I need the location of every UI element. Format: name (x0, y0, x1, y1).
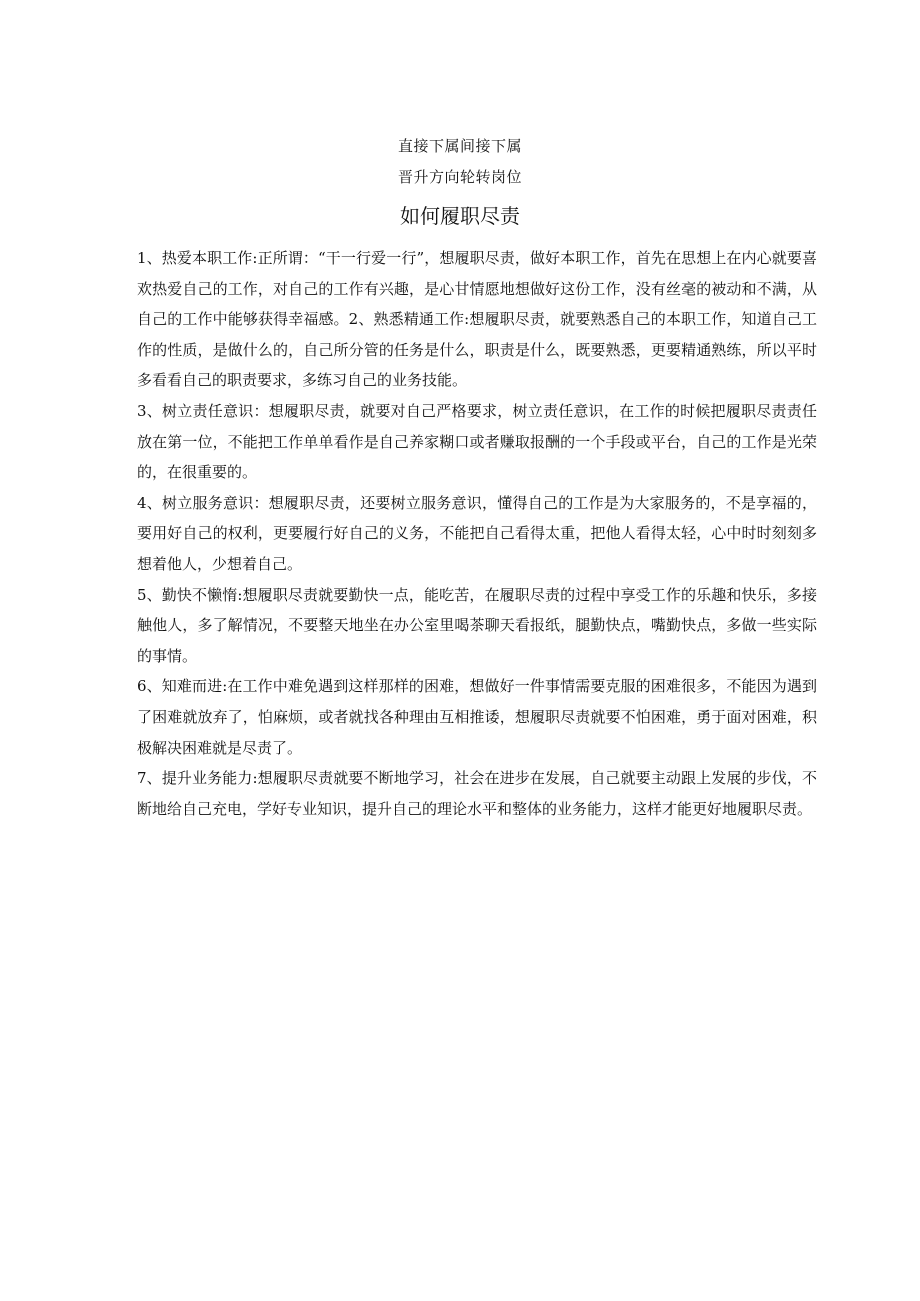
paragraph-5: 5、勤快不懒惰:想履职尽责就要勤快一点，能吃苦，在履职尽责的过程中享受工作的乐趣和快乐，多接触他人，多了解情况，不要整天地坐在办公室里喝茶聊天看报纸，腿勤快点，嘴勤快点，多做一些实际的事情。 (137, 585, 817, 665)
paragraph-3: 3、树立责任意识：想履职尽责，就要对自己严格要求，树立责任意识，在工作的时候把履职尽责责任放在第一位，不能把工作单单看作是自己养家糊口或者赚取报酬的一个手段或平台，自己的工作是光荣的，在很重要的。 (137, 401, 817, 482)
paragraph-6: 6、知难而进:在工作中难免遇到这样那样的困难，想做好一件事情需要克服的困难很多，不能因为遇到了困难就放弃了，怕麻烦，或者就找各种理由互相推诿，想履职尽责就要不怕困难，勇于面对困难，积极解决困难就是尽责了。 (137, 677, 817, 757)
paragraph-1-2: 1、热爱本职工作:正所谓：“干一行爱一行”，想履职尽责，做好本职工作，首先在思想上在内心就要喜欢热爱自己的工作，对自己的工作有兴趣，是心甘情愿地想做好这份工作，没有丝毫的被动和不满，从自己的工作中能够获得幸福感。2、熟悉精通工作:想履职尽责，就要熟悉自己的本职工作，知道自己工作的性质，是做什么的，自己所分管的任务是什么，职责是什么，既要熟悉，更要精通熟练，所以平时多看看自己的职责要求，多练习自己的业务技能。 (137, 249, 817, 390)
header-line-subordinates: 直接下属间接下属 (397, 137, 522, 155)
paragraph-7: 7、提升业务能力:想履职尽责就要不断地学习，社会在进步在发展，自己就要主动跟上发展的步伐，不断地给自己充电，学好专业知识，提升自己的理论水平和整体的业务能力，这样才能更好地履职尽责。 (137, 769, 817, 818)
paragraph-4: 4、树立服务意识：想履职尽责，还要树立服务意识，懂得自己的工作是为大家服务的，不是享福的，要用好自己的权利，更要履行好自己的义务，不能把自己看得太重，把他人看得太轻，心中时时刻刻多想着他人，少想着自己。 (137, 493, 817, 573)
document-body (137, 243, 817, 824)
header-line-promotion: 晋升方向轮转岗位 (397, 168, 522, 186)
document-title: 如何履职尽责 (400, 204, 520, 228)
